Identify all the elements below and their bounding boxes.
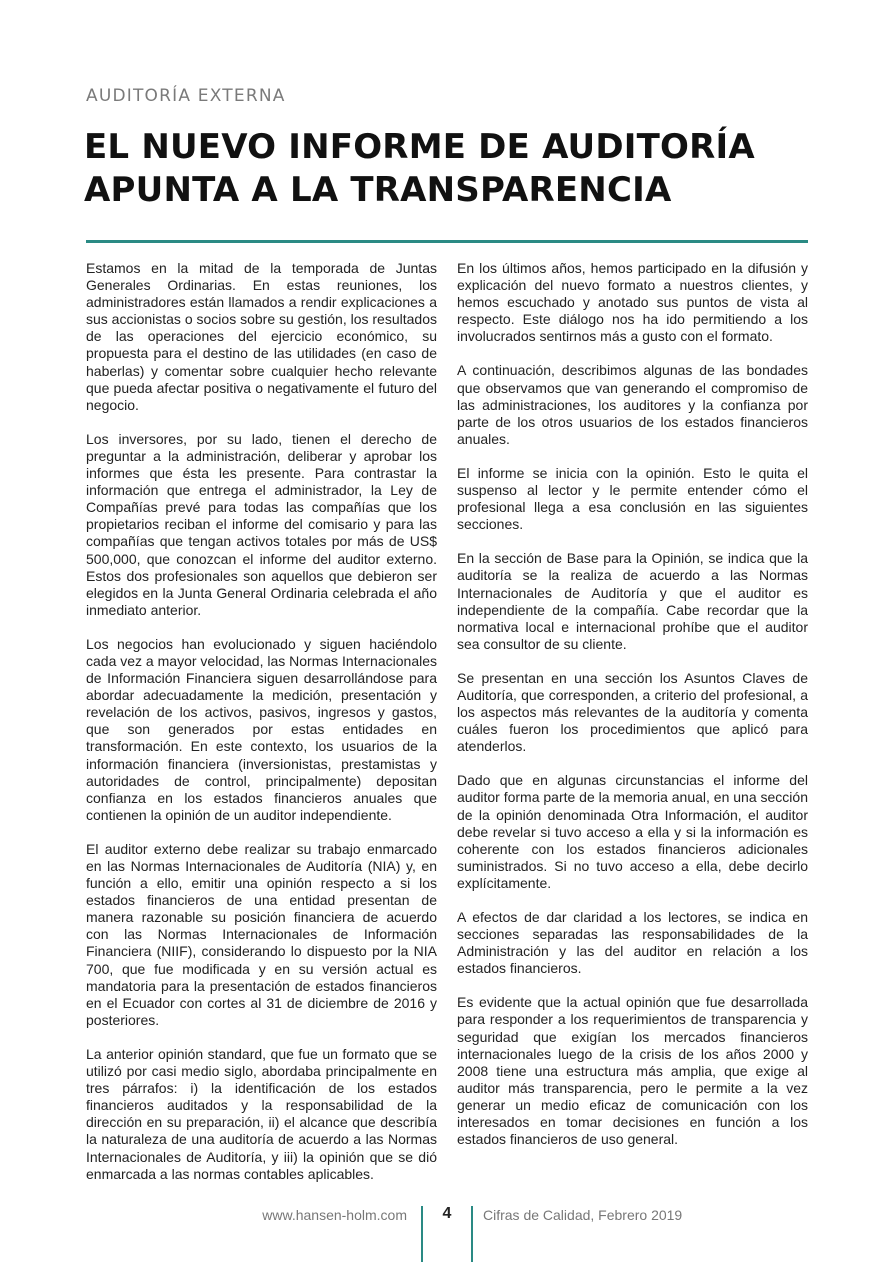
paragraph: Los inversores, por su lado, tienen el derecho de preguntar a la administración, deliberar y aprobar los informes que ésta les presente. Para contrastar la información que entrega el administrador, la Ley de Compañías prevé para todas las compañías que los propietarios reciban el informe del comisario y para las compañías que tengan activos totales por más de US$ 500,000, que conozcan el informe del auditor externo. Estos dos profesionales son aquellos que debieron ser elegidos en la Junta General Ordinaria celebrada el año inmediato anterior. (86, 430, 437, 618)
left-column (86, 260, 437, 1200)
section-label: AUDITORÍA EXTERNA (86, 86, 286, 106)
right-column (457, 260, 808, 1165)
title-line-2: APUNTA A LA TRANSPARENCIA (84, 170, 672, 210)
page-footer (0, 1196, 892, 1262)
page-number: 4 (442, 1205, 452, 1222)
paragraph: En los últimos años, hemos participado en la difusión y explicación del nuevo formato a nuestros clientes, y hemos escuchado y anotado sus puntos de vista al respecto. Este diálogo nos ha ido permitiendo a los involucrados sentirnos más a gusto con el formato. (457, 260, 808, 345)
paragraph: La anterior opinión standard, que fue un formato que se utilizó por casi medio siglo, abordaba principalmente en tres párrafos: i) la identificación de los estados financieros auditados y la responsabilidad de la dirección en su preparación, ii) el alcance que describía la naturaleza de una auditoría de acuerdo a las Normas Internacionales de Auditoría, y iii) la opinión que se dió enmarcada a las normas contables aplicables. (86, 1045, 437, 1182)
paragraph: Se presentan en una sección los Asuntos Claves de Auditoría, que corresponden, a criterio del profesional, a los aspectos más relevantes de la auditoría y comenta cuáles fueron los procedimientos que aplicó para atenderlos. (457, 669, 808, 755)
paragraph: Estamos en la mitad de la temporada de Juntas Generales Ordinarias. En estas reuniones, los administradores están llamados a rendir explicaciones a sus accionistas o socios sobre su gestión, los resultados de las operaciones del ejercicio económico, su propuesta para el destino de las utilidades (en caso de haberlas) y comentar sobre cualquier hecho relevante que pueda afectar positiva o negativamente el futuro del negocio. (86, 260, 437, 413)
page-title (84, 126, 824, 212)
paragraph: El auditor externo debe realizar su trabajo enmarcado en las Normas Internacionales de Auditoría (NIA) y, en función a ello, emitir una opinión respecto a si los estados financieros de una entidad presentan de manera razonable su posición financiera de acuerdo con las Normas Internacionales de Información Financiera (NIIF), considerando lo dispuesto por la NIA 700, que fue modificada y en su versión actual es mandatoria para la presentación de estados financieros en el Ecuador con cortes al 31 de diciembre de 2016 y posteriores. (86, 840, 437, 1028)
title-line-1: EL NUEVO INFORME DE AUDITORÍA (84, 127, 755, 167)
footer-publication: Cifras de Calidad, Febrero 2019 (483, 1207, 683, 1223)
paragraph: El informe se inicia con la opinión. Esto le quita el suspenso al lector y le permite entender cómo el profesional llega a esa conclusión en las siguientes secciones. (457, 464, 808, 533)
paragraph: Los negocios han evolucionado y siguen haciéndolo cada vez a mayor velocidad, las Normas Internacionales de Información Financiera siguen desarrollándose para abordar adecuadamente la medición, presentación y revelación de los activos, pasivos, ingresos y gastos, que son generados por estas entidades en transformación. En este contexto, los usuarios de la información financiera (inversionistas, prestamistas y autoridades de control, principalmente) depositan confianza en los estados financieros anuales que contienen la opinión de un auditor independiente. (86, 635, 437, 823)
footer-website-link[interactable]: www.hansen-holm.com (262, 1207, 407, 1223)
paragraph: Es evidente que la actual opinión que fue desarrollada para responder a los requerimientos de transparencia y seguridad que exigían los mercados financieros internacionales luego de la crisis de los años 2000 y 2008 tiene una estructura más amplia, que exige al auditor más transparencia, pero le permite a la vez generar un medio eficaz de comunicación con los interesados en tomar decisiones en función a los estados financieros de uso general. (457, 994, 808, 1148)
title-divider (86, 240, 808, 243)
paragraph: Dado que en algunas circunstancias el informe del auditor forma parte de la memoria anual, en una sección de la opinión denominada Otra Información, el auditor debe revelar si tuvo acceso a ella y si la información es coherente con los estados financieros adicionales suministrados. Si no tuvo acceso a ella, debe decirlo explícitamente. (457, 772, 808, 891)
paragraph: A continuación, describimos algunas de las bondades que observamos que van generando el compromiso de las administraciones, los auditores y la confianza por parte de los otros usuarios de los estados financieros anuales. (457, 362, 808, 447)
footer-divider-right (471, 1206, 473, 1262)
paragraph: A efectos de dar claridad a los lectores, se indica en secciones separadas las responsabilidades de la Administración y las del auditor en relación a los estados financieros. (457, 909, 808, 977)
paragraph: En la sección de Base para la Opinión, se indica que la auditoría se la realiza de acuerdo a las Normas Internacionales de Auditoría y que el auditor es independiente de la compañía. Cabe recordar que la normativa local e internacional prohíbe que el auditor sea consultor de su cliente. (457, 550, 808, 652)
